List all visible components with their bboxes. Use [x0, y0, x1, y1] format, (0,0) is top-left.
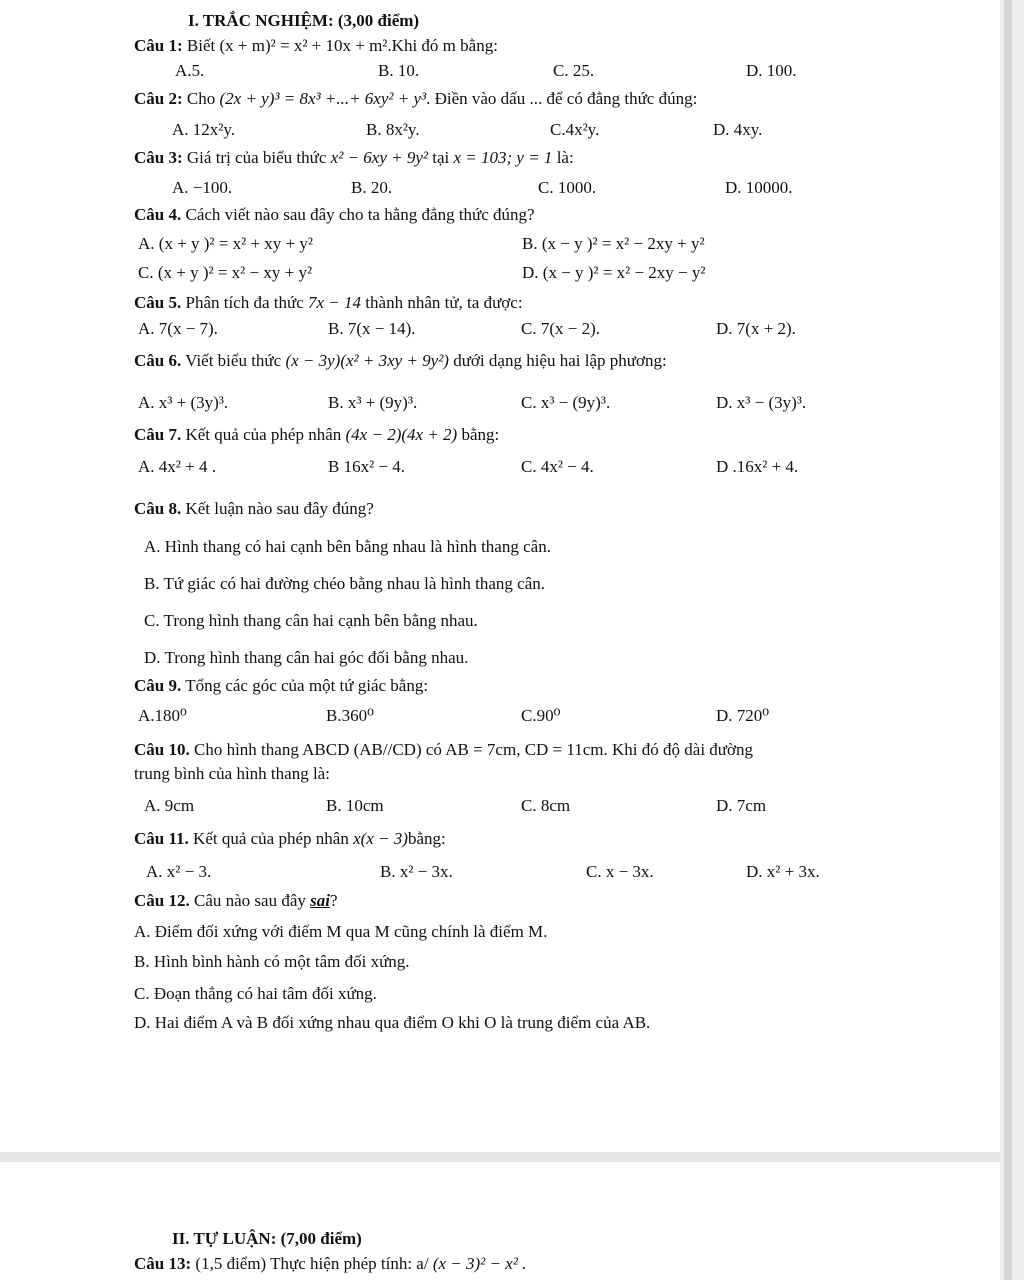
- question-9: [134, 675, 428, 697]
- option-c: C. 1000.: [538, 178, 597, 197]
- question-text: là:: [556, 148, 574, 167]
- question-text: ?: [329, 891, 338, 910]
- math-expression: (x − 3y)(x² + 3xy + 9y²): [285, 351, 449, 370]
- option-a: A. 9cm: [144, 796, 195, 815]
- question-10-continued: trung bình của hình thang là:: [134, 764, 330, 783]
- question-label: Câu 7.: [134, 425, 182, 444]
- option-d: D. Trong hình thang cân hai góc đối bằng nhau.: [144, 648, 469, 667]
- question-text: Cách viết nào sau đây cho ta hằng đẳng thức đúng?: [185, 205, 535, 224]
- question-text: bằng:: [461, 425, 500, 444]
- option-d: D .16x² + 4.: [716, 457, 799, 476]
- option-b: B. 10cm: [326, 796, 384, 815]
- question-label: Câu 6.: [134, 351, 182, 370]
- option-d: D. 7(x + 2).: [716, 319, 796, 338]
- option-d: D. 7cm: [716, 796, 767, 815]
- math-expression: (2x + y)³ = 8x³ +...+ 6xy² + y³: [219, 89, 427, 108]
- question-label: Câu 5.: [134, 293, 182, 312]
- option-b: B. 8x²y.: [366, 120, 420, 139]
- option-b: B. 7(x − 14).: [328, 319, 416, 338]
- option-a: A. x² − 3.: [146, 862, 212, 881]
- question-text: .Khi đó m bằng:: [387, 36, 498, 55]
- option-a: A. Hình thang có hai cạnh bên bằng nhau là hình thang cân.: [144, 537, 551, 556]
- question-2: [134, 88, 697, 110]
- question-label: Câu 9.: [134, 676, 182, 695]
- question-label: Câu 8.: [134, 499, 182, 518]
- option-b: B. Tứ giác có hai đường chéo bằng nhau là hình thang cân.: [144, 574, 545, 593]
- math-expression: (x + m)² = x² + 10x + m²: [219, 36, 388, 55]
- question-1: [134, 35, 498, 57]
- option-b: B.360⁰: [326, 706, 374, 725]
- option-d: D. 4xy.: [713, 120, 763, 139]
- question-label: Câu 4.: [134, 205, 182, 224]
- option-d: D. x² + 3x.: [746, 862, 820, 881]
- option-c: C. 8cm: [521, 796, 571, 815]
- scrollbar-thumb[interactable]: [1004, 0, 1012, 1280]
- question-text: Kết quả của phép nhân: [193, 829, 349, 848]
- option-b: B. x² − 3x.: [380, 862, 453, 881]
- question-7: [134, 424, 499, 446]
- option-d: D. (x − y )² = x² − 2xy − y²: [522, 263, 706, 282]
- math-expression: x(x − 3): [353, 829, 408, 848]
- question-11: [134, 828, 446, 850]
- question-10: [134, 739, 753, 761]
- option-a: A. Điểm đối xứng với điểm M qua M cũng chính là điểm M.: [134, 922, 548, 941]
- option-c: C. 7(x − 2).: [521, 319, 600, 338]
- question-text: Kết quả của phép nhân: [185, 425, 342, 444]
- option-d: D. 10000.: [725, 178, 793, 197]
- option-c: C. 4x² − 4.: [521, 457, 594, 476]
- option-a: A. 4x² + 4 .: [138, 457, 216, 476]
- option-d: D. 100.: [746, 61, 797, 80]
- option-c: C. x − 3x.: [586, 862, 654, 881]
- question-text: Câu nào sau đây: [193, 891, 306, 910]
- page-gap: [0, 1152, 1024, 1162]
- question-label: Câu 12.: [134, 891, 190, 910]
- question-text: Tổng các góc của một tứ giác bằng:: [185, 676, 429, 695]
- question-6: [134, 350, 667, 372]
- question-text: Giá trị của biểu thức: [186, 148, 327, 167]
- question-5: [134, 292, 523, 314]
- question-3: [134, 147, 574, 169]
- question-text: Viết biểu thức: [185, 351, 282, 370]
- question-text: Cho hình thang ABCD (AB//CD) có AB = 7cm, CD = 11cm. Khi đó độ dài đường: [193, 740, 754, 759]
- option-c: C. (x + y )² = x² − xy + y²: [138, 263, 313, 282]
- question-text: Phân tích đa thức: [185, 293, 304, 312]
- option-c: C. 25.: [553, 61, 595, 80]
- emphasis-word: sai: [310, 891, 330, 910]
- option-a: A. (x + y )² = x² + xy + y²: [138, 234, 313, 253]
- question-label: Câu 11.: [134, 829, 189, 848]
- question-13: [134, 1253, 526, 1275]
- question-text: Kết luận nào sau đây đúng?: [185, 499, 374, 518]
- option-c: C. Đoạn thẳng có hai tâm đối xứng.: [134, 984, 377, 1003]
- option-c: C.4x²y.: [550, 120, 600, 139]
- option-a: A.5.: [175, 61, 205, 80]
- math-expression: (4x − 2)(4x + 2): [345, 425, 458, 444]
- option-b: B. 10.: [378, 61, 420, 80]
- question-label: Câu 1:: [134, 36, 183, 55]
- question-label: Câu 13:: [134, 1254, 192, 1273]
- question-text: thành nhân tử, ta được:: [365, 293, 523, 312]
- option-a: A. 12x²y.: [172, 120, 236, 139]
- option-d: D. x³ − (3y)³.: [716, 393, 807, 412]
- question-12: [134, 890, 338, 912]
- option-b: B. Hình bình hành có một tâm đối xứng.: [134, 952, 410, 971]
- question-label: Câu 2:: [134, 89, 183, 108]
- question-label: Câu 10.: [134, 740, 190, 759]
- question-text: Cho: [186, 89, 216, 108]
- question-8: [134, 498, 374, 520]
- question-text: tại: [432, 148, 450, 167]
- option-a: A. −100.: [172, 178, 233, 197]
- math-expression: x² − 6xy + 9y²: [330, 148, 428, 167]
- option-a: A.180⁰: [138, 706, 187, 725]
- option-b: B. x³ + (9y)³.: [328, 393, 418, 412]
- option-a: A. 7(x − 7).: [138, 319, 218, 338]
- question-text: . Điền vào dấu ... để có đẳng thức đúng:: [426, 89, 698, 108]
- question-text: Biết: [186, 36, 216, 55]
- question-4: [134, 204, 535, 226]
- math-expression: (x − 3)² − x² .: [432, 1254, 527, 1273]
- math-expression: 7x − 14: [308, 293, 362, 312]
- option-c: C. Trong hình thang cân hai cạnh bên bằng nhau.: [144, 611, 478, 630]
- option-b: B. 20.: [351, 178, 393, 197]
- option-c: C. x³ − (9y)³.: [521, 393, 611, 412]
- question-text: bằng:: [407, 829, 446, 848]
- section-title: II. TỰ LUẬN: (7,00 điểm): [172, 1229, 362, 1248]
- option-c: C.90⁰: [521, 706, 561, 725]
- option-b: B. (x − y )² = x² − 2xy + y²: [522, 234, 705, 253]
- option-d: D. 720⁰: [716, 706, 770, 725]
- question-text: (1,5 điểm) Thực hiện phép tính: a/: [195, 1254, 429, 1273]
- option-a: A. x³ + (3y)³.: [138, 393, 229, 412]
- option-b: B 16x² − 4.: [328, 457, 406, 476]
- math-expression: x = 103; y = 1: [453, 148, 553, 167]
- question-text: dưới dạng hiệu hai lập phương:: [453, 351, 667, 370]
- option-d: D. Hai điểm A và B đối xứng nhau qua điểm O khi O là trung điểm của AB.: [134, 1013, 651, 1032]
- question-label: Câu 3:: [134, 148, 183, 167]
- section-title: I. TRẮC NGHIỆM: (3,00 điểm): [188, 11, 420, 30]
